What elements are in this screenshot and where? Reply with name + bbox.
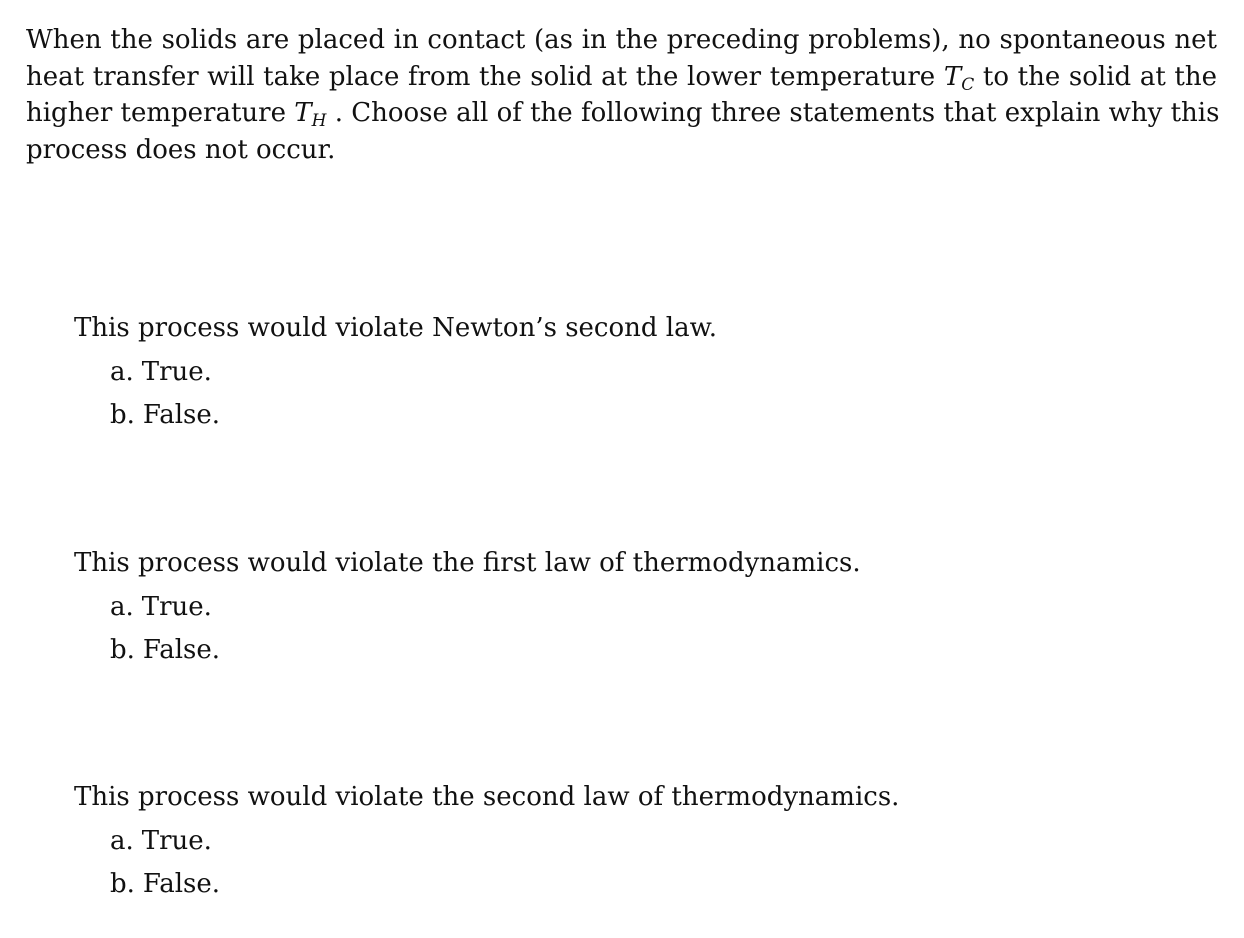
intro-line-3	[26, 95, 1220, 132]
option-letter: b.	[110, 635, 135, 665]
question-newton	[74, 312, 1174, 431]
option-false[interactable]	[110, 634, 1174, 666]
option-letter: a.	[110, 592, 134, 622]
option-letter: a.	[110, 357, 134, 387]
question-stem: This process would violate the first law of thermodynamics.	[74, 548, 861, 578]
option-letter: b.	[110, 400, 135, 430]
problem-statement	[26, 22, 1220, 168]
intro-text-2a: heat transfer will take place from the solid at the lower temperature	[26, 61, 936, 92]
t-cold-symbol: $T_C$	[943, 61, 975, 95]
intro-line-4: process does not occur.	[26, 134, 336, 165]
intro-text-3b: . Choose all of the following three statements that explain why this	[334, 98, 1220, 128]
question-stem: This process would violate Newton’s second law.	[74, 313, 718, 343]
answer-options	[74, 591, 1174, 666]
option-text: False.	[142, 869, 221, 899]
option-text: True.	[141, 826, 212, 856]
option-true[interactable]	[110, 825, 1174, 857]
t-cold-subscript: C	[961, 74, 975, 95]
intro-line-1: When the solids are placed in contact (as in the preceding problems), no spontaneous net	[26, 25, 1217, 55]
t-hot-subscript: H	[311, 111, 327, 131]
option-letter: b.	[110, 869, 135, 899]
question-stem: This process would violate the second law of thermodynamics.	[74, 782, 900, 812]
question-second-law	[74, 781, 1174, 900]
option-text: False.	[142, 400, 221, 430]
option-text: True.	[141, 592, 212, 622]
option-letter: a.	[110, 826, 134, 856]
option-true[interactable]	[110, 356, 1174, 388]
option-false[interactable]	[110, 868, 1174, 900]
answer-options	[74, 825, 1174, 900]
question-first-law	[74, 547, 1174, 666]
option-text: True.	[141, 357, 212, 387]
t-hot-symbol: $T_H$	[294, 98, 327, 131]
answer-options	[74, 356, 1174, 431]
option-text: False.	[142, 635, 221, 665]
intro-line-2	[26, 59, 1217, 96]
intro-text-2b: to the solid at the	[982, 61, 1218, 92]
option-true[interactable]	[110, 591, 1174, 623]
intro-text-3a: higher temperature	[26, 98, 286, 128]
option-false[interactable]	[110, 399, 1174, 431]
